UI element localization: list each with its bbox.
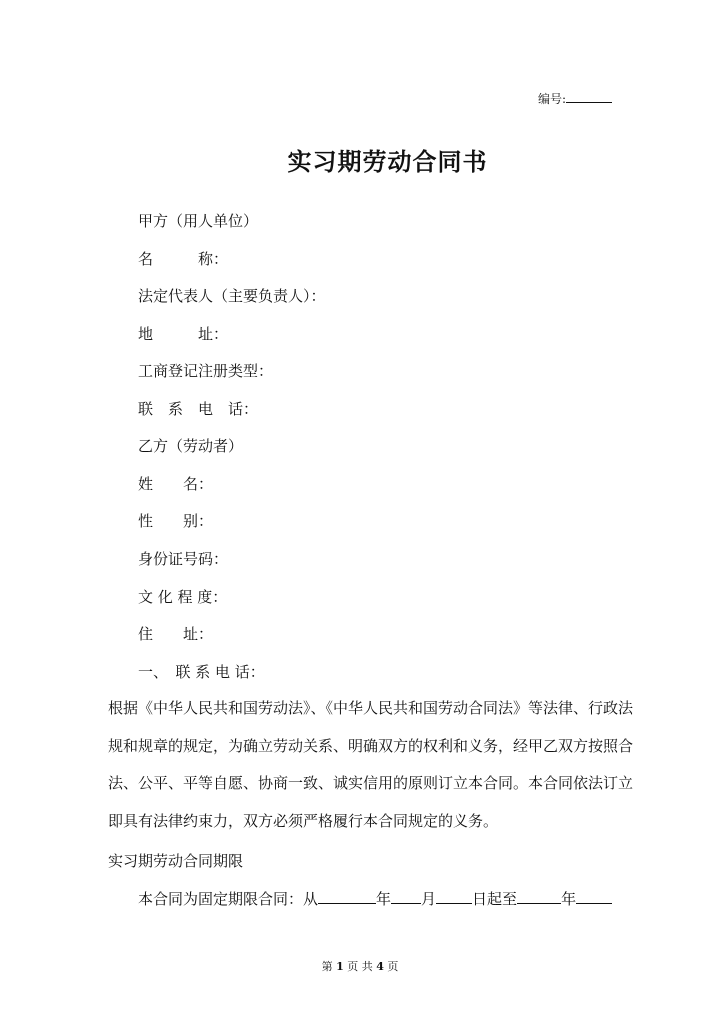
start-year-blank [318, 889, 376, 904]
document-title: 实习期劳动合同书 [287, 147, 488, 176]
term-section-heading: 实习期劳动合同期限 [108, 852, 244, 870]
party-a-name-label: 名 称： [138, 250, 229, 268]
party-a-heading: 甲方（用人单位） [138, 212, 259, 230]
preamble-line: 根据《中华人民共和国劳动法》、《中华人民共和国劳动合同法》等法律、行政法 [108, 699, 634, 717]
preamble-line: 规和规章的规定，为确立劳动关系、明确双方的权利和义务，经甲乙双方按照合 [108, 736, 634, 755]
end-month-blank [576, 889, 612, 904]
party-b-heading: 乙方（劳动者） [138, 437, 244, 455]
doc-number-blank [566, 90, 612, 103]
footer-prefix: 第 [321, 960, 333, 973]
month-label: 月 [421, 890, 437, 908]
year-label: 年 [376, 890, 392, 908]
page-current: 1 [336, 960, 344, 973]
end-year-blank [517, 889, 561, 904]
day-from-label: 日起至 [472, 890, 518, 908]
party-b-gender-label: 性 别： [138, 512, 214, 530]
party-b-name-label: 姓 名： [138, 475, 214, 493]
party-b-id-label: 身份证号码： [138, 550, 229, 568]
start-month-blank [391, 889, 421, 904]
page-total: 4 [376, 960, 384, 973]
preamble-line: 即具有法律约束力，双方必须严格履行本合同规定的义务。 [108, 811, 499, 830]
year2-label: 年 [561, 890, 577, 908]
party-a-registration-label: 工商登记注册类型： [138, 362, 274, 380]
footer-suffix: 页 [387, 960, 399, 973]
party-b-phone-label: 一、 联 系 电 话： [138, 663, 265, 681]
party-a-legal-rep-label: 法定代表人（主要负责人）： [138, 287, 326, 305]
party-a-phone-label: 联 系 电 话： [138, 400, 259, 418]
preamble-paragraph [108, 690, 634, 840]
footer-mid: 页 共 [347, 960, 373, 973]
party-b-residence-label: 住 址： [138, 625, 214, 643]
page-footer [0, 958, 720, 974]
party-b-education-label: 文 化 程 度： [138, 588, 228, 606]
start-day-blank [436, 889, 472, 904]
term-clause-prefix: 本合同为固定期限合同：从 [138, 890, 319, 908]
party-a-address-label: 地 址： [138, 325, 229, 343]
doc-number-label: 编号: [537, 92, 566, 106]
preamble-line: 法、公平、平等自愿、协商一致、诚实信用的原则订立本合同。本合同依法订立 [108, 774, 634, 792]
doc-number [538, 90, 612, 107]
term-clause [138, 889, 612, 909]
